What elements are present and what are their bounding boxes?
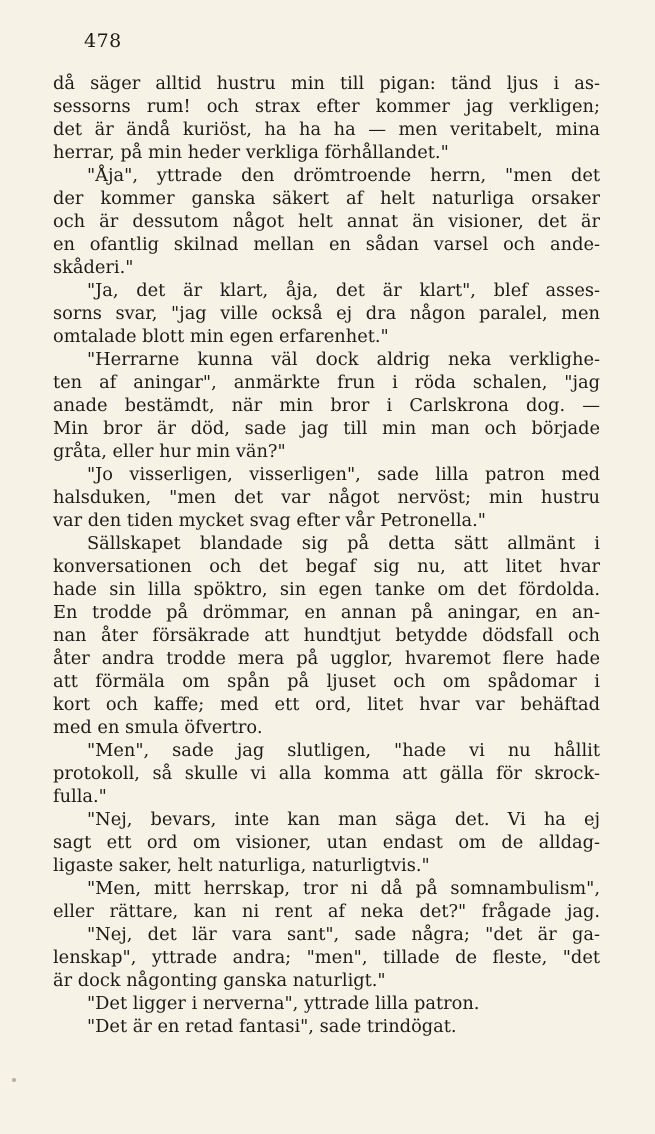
text-line: Min bror är död, sade jag till min man och började	[53, 418, 600, 439]
text-line: anade bestämdt, när min bror i Carlskrona dog. —	[53, 395, 600, 416]
text-line: nan åter försäkrade att hundtjut betydde dödsfall och	[53, 625, 600, 646]
text-line: En trodde på drömmar, en annan på aningar, en an-	[53, 602, 600, 623]
text-line: "Herrarne kunna väl dock aldrig neka verklighe-	[87, 349, 600, 370]
text-line: sessorns rum! och strax efter kommer jag verkligen;	[53, 96, 600, 117]
text-line: "Ja, det är klart, åja, det är klart", blef asses-	[87, 280, 600, 301]
text-line: fulla."	[53, 786, 107, 807]
text-line: herrar, på min heder verkliga förhållandet."	[53, 142, 449, 163]
text-line: är dock någonting ganska naturligt."	[53, 970, 386, 991]
text-line: "Men, mitt herrskap, tror ni då på somnambulism",	[87, 878, 600, 899]
text-line: eller rättare, kan ni rent af neka det?" frågade jag.	[53, 901, 600, 922]
page-number: 478	[84, 30, 122, 52]
text-line: lenskap", yttrade andra; "men", tillade de fleste, "det	[53, 947, 600, 968]
text-line: skåderi."	[53, 257, 134, 278]
text-line: med en smula öfvertro.	[53, 717, 263, 738]
text-line: var den tiden mycket svag efter vår Petronella."	[53, 510, 486, 531]
text-line: "Åja", yttrade den drömtroende herrn, "men det	[87, 165, 600, 186]
text-line: ligaste saker, helt naturliga, naturligtvis."	[53, 855, 430, 876]
text-line: sagt ett ord om visioner, utan endast om de alldag-	[53, 832, 600, 853]
text-line: sorns svar, "jag ville också ej dra någon paralel, men	[53, 303, 600, 324]
text-line: Sällskapet blandade sig på detta sätt allmänt i	[87, 533, 600, 554]
text-line: att förmäla om spån på ljuset och om spådomar i	[53, 671, 600, 692]
text-line: konversationen och det begaf sig nu, att litet hvar	[53, 556, 600, 577]
text-line: "Det är en retad fantasi", sade trindögat.	[87, 1016, 457, 1037]
text-line: omtalade blott min egen erfarenhet."	[53, 326, 389, 347]
text-line: kort och kaffe; med ett ord, litet hvar var behäftad	[53, 694, 600, 715]
text-line: åter andra trodde mera på ugglor, hvaremot flere hade	[53, 648, 600, 669]
text-line: der kommer ganska säkert af helt naturliga orsaker	[53, 188, 600, 209]
text-line: "Det ligger i nerverna", yttrade lilla patron.	[87, 993, 480, 1014]
text-line: hade sin lilla spöktro, sin egen tanke om det fördolda.	[53, 579, 600, 600]
body-text	[53, 72, 600, 1038]
text-line: det är ändå kuriöst, ha ha ha — men veritabelt, mina	[53, 119, 600, 140]
text-line: "Nej, det lär vara sant", sade några; "det är ga-	[87, 924, 600, 945]
text-line: halsduken, "men det var något nervöst; min hustru	[53, 487, 600, 508]
text-line: ten af aningar", anmärkte frun i röda schalen, "jag	[53, 372, 600, 393]
text-line: protokoll, så skulle vi alla komma att gälla för skrock-	[53, 763, 600, 784]
text-line: "Jo visserligen, visserligen", sade lilla patron med	[87, 464, 600, 485]
paper-speck	[12, 1078, 16, 1082]
text-line: "Men", sade jag slutligen, "hade vi nu hållit	[87, 740, 600, 761]
text-line: "Nej, bevars, inte kan man säga det. Vi ha ej	[87, 809, 600, 830]
text-line: och är dessutom något helt annat än visioner, det är	[53, 211, 600, 232]
text-line: då säger alltid hustru min till pigan: tänd ljus i as-	[53, 73, 600, 94]
text-line: en ofantlig skilnad mellan en sådan varsel och ande-	[53, 234, 600, 255]
text-line: gråta, eller hur min vän?"	[53, 441, 286, 462]
